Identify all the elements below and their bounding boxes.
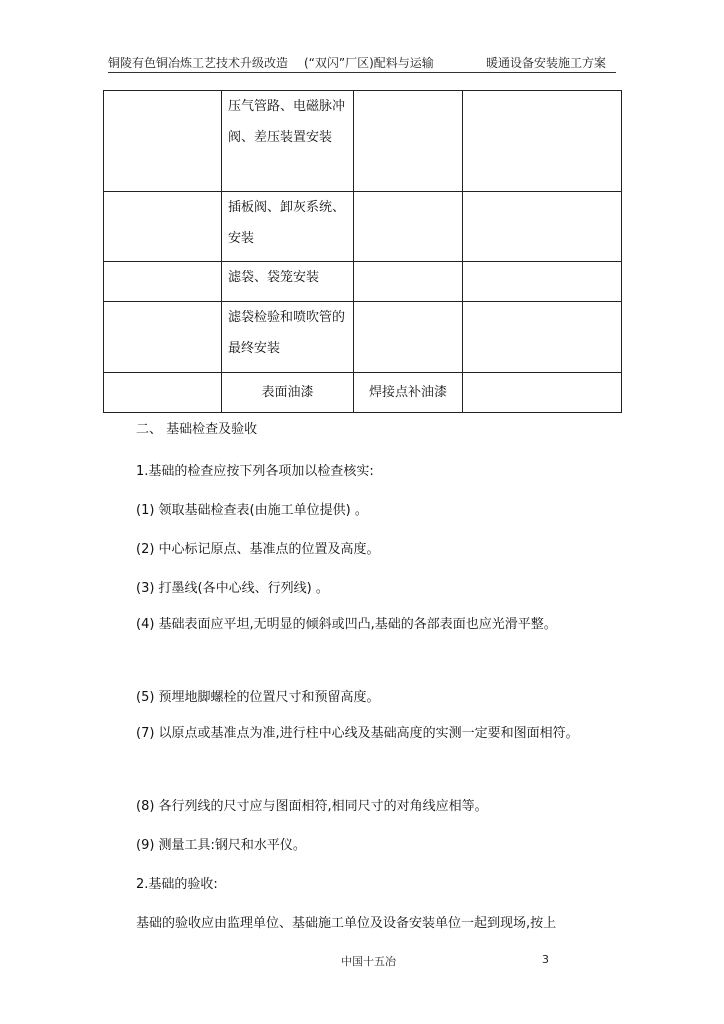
check-heading: 1.基础的检查应按下列各项加以检查核实:: [136, 464, 374, 479]
table-cell: [463, 192, 622, 262]
table-cell: [463, 91, 622, 192]
table-cell: 表面油漆: [222, 373, 354, 413]
installation-table: [103, 90, 622, 413]
table-cell: 插板阀、卸灰系统、安装: [222, 192, 354, 262]
table-row: [104, 262, 622, 302]
check-item: (2) 中心标记原点、基准点的位置及高度。: [136, 542, 380, 557]
table-cell: [104, 373, 222, 413]
check-item: (4) 基础表面应平坦,无明显的倾斜或凹凸,基础的各部表面也应光滑平整。: [136, 617, 557, 632]
check-item: (9) 测量工具:钢尺和水平仪。: [136, 838, 306, 853]
table-row: [104, 192, 622, 262]
header-area: (“双闪”厂区)配料与运输: [304, 56, 434, 70]
table-cell: [354, 262, 463, 302]
acceptance-heading: 2.基础的验收:: [136, 877, 218, 892]
acceptance-paragraph: 基础的验收应由监理单位、基础施工单位及设备安装单位一起到现场,按上: [136, 916, 557, 931]
table-cell: [104, 91, 222, 192]
table-cell: [354, 192, 463, 262]
check-item: (3) 打墨线(各中心线、行列线) 。: [136, 581, 329, 596]
table-cell: 焊接点补油漆: [354, 373, 463, 413]
table-cell: [463, 262, 622, 302]
section-title: 二、 基础检查及验收: [136, 422, 258, 437]
table-row: [104, 373, 622, 413]
table-cell: [104, 302, 222, 373]
check-item: (1) 领取基础检查表(由施工单位提供) 。: [136, 503, 368, 518]
table-cell: 滤袋检验和喷吹管的最终安装: [222, 302, 354, 373]
table-cell: [354, 302, 463, 373]
check-item: (7) 以原点或基准点为准,进行柱中心线及基础高度的实测一定要和图面相符。: [136, 726, 579, 741]
table-cell: 压气管路、电磁脉冲阀、差压装置安装: [222, 91, 354, 192]
table-cell: 滤袋、袋笼安装: [222, 262, 354, 302]
table-cell: [104, 262, 222, 302]
table-cell: [354, 91, 463, 192]
table-cell: [463, 302, 622, 373]
header-project: 铜陵有色铜冶炼工艺技术升级改造: [108, 56, 289, 70]
table-row: [104, 91, 622, 192]
table-row: [104, 302, 622, 373]
page-header: [108, 50, 616, 73]
page-number: 3: [542, 953, 549, 966]
check-item: (8) 各行列线的尺寸应与图面相符,相同尺寸的对角线应相等。: [136, 799, 488, 814]
header-doc-title: 暖通设备安装施工方案: [486, 56, 607, 70]
table-cell: [104, 192, 222, 262]
table-cell: [463, 373, 622, 413]
footer-company: 中国十五冶: [341, 955, 396, 968]
check-item: (5) 预埋地脚螺栓的位置尺寸和预留高度。: [136, 690, 380, 705]
